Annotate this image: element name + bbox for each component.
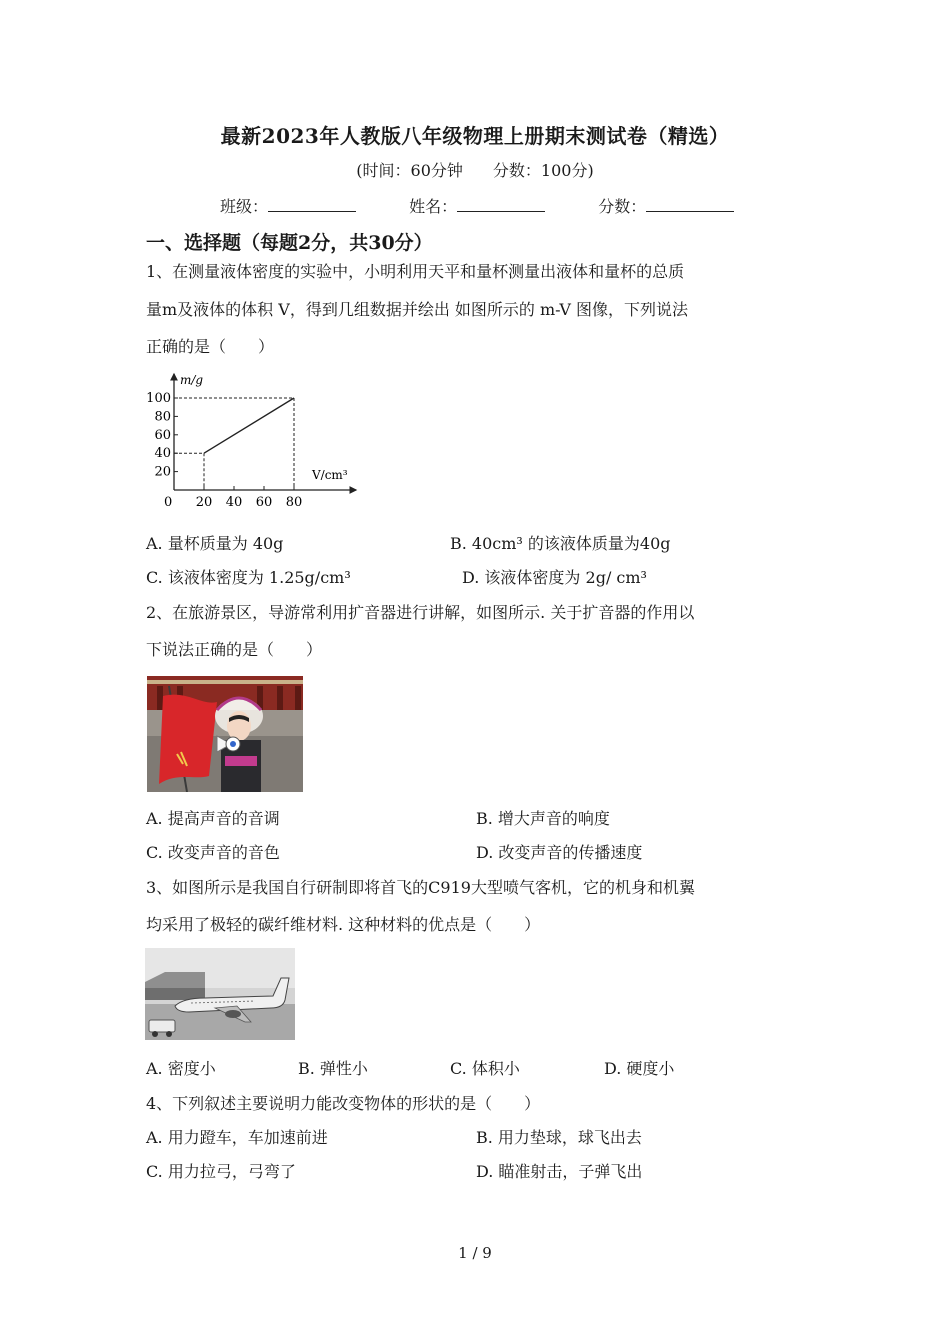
q2-option-d[interactable]: D. 改变声音的传播速度 [476,843,643,862]
exam-title: 最新2023年人教版八年级物理上册期末测试卷（精选） [220,124,730,148]
q2-line2: 下说法正确的是（ ） [146,640,323,659]
tour-guide-photo [147,676,303,792]
name-blank[interactable] [457,197,545,212]
x-tick-label: 20 [195,495,213,510]
class-field [220,194,356,217]
section-title: 一、选择题（每题2分，共30分） [146,232,433,254]
q4-option-d[interactable]: D. 瞄准射击，子弹飞出 [476,1162,643,1181]
score-blank[interactable] [646,197,734,212]
q2-option-c[interactable]: C. 改变声音的音色 [146,843,280,862]
q3-option-c[interactable]: C. 体积小 [450,1059,520,1078]
class-blank[interactable] [268,197,356,212]
exam-subtitle [0,158,950,181]
q1-option-d[interactable]: D. 该液体密度为 2g/ cm³ [462,568,647,587]
q3-line2: 均采用了极轻的碳纤维材料. 这种材料的优点是（ ） [146,915,541,934]
y-tick-label: 100 [146,391,171,406]
q2-option-b[interactable]: B. 增大声音的响度 [476,809,610,828]
student-info-row [220,194,782,217]
mv-chart [146,366,366,516]
name-field [409,194,545,217]
series-layer [204,398,294,453]
y-tick-label: 20 [154,464,171,480]
x-tick-label: 80 [285,495,303,510]
q2-line1: 2、在旅游景区，导游常利用扩音器进行讲解，如图所示. 关于扩音器的作用以 [146,603,695,622]
y-axis-label: m/g [180,373,204,387]
time-text: (时间：60分钟 [356,161,463,180]
q2-option-a[interactable]: A. 提高声音的音调 [146,809,280,828]
q4-line1: 4、下列叙述主要说明力能改变物体的形状的是（ ） [146,1094,541,1113]
q1-line3: 正确的是（ ） [146,337,275,356]
x-axis-label: V/cm³ [312,468,348,482]
c919-airplane-photo [145,948,295,1040]
class-label: 班级： [220,197,269,216]
q3-line1: 3、如图所示是我国自行研制即将首飞的C919大型喷气客机，它的机身和机翼 [146,878,695,897]
q1-option-a[interactable]: A. 量杯质量为 40g [146,534,284,553]
q4-option-c[interactable]: C. 用力拉弓，弓弯了 [146,1162,296,1181]
guides-layer [174,398,294,490]
y-tick-label: 80 [154,409,171,425]
q3-option-a[interactable]: A. 密度小 [146,1059,216,1078]
ticks-layer [146,391,302,510]
q1-line2: 量m及液体的体积 V，得到几组数据并绘出 如图所示的 m-V 图像，下列说法 [146,300,689,319]
q1-line1: 1、在测量液体密度的实验中，小明利用天平和量杯测量出液体和量杯的总质 [146,262,685,281]
x-tick-label: 60 [255,495,273,510]
q1-option-b[interactable]: B. 40cm³ 的该液体质量为40g [450,534,671,553]
page-number: 1 / 9 [458,1244,492,1262]
score-label: 分数： [598,197,647,216]
score-field [598,194,734,217]
y-tick-label: 40 [154,446,171,462]
q4-option-a[interactable]: A. 用力蹬车，车加速前进 [146,1128,328,1147]
y-tick-label: 60 [154,427,171,443]
total-score-text: 分数：100分) [492,161,594,180]
q3-option-d[interactable]: D. 硬度小 [604,1059,675,1078]
series-line [204,398,294,453]
name-label: 姓名： [409,197,458,216]
q4-option-b[interactable]: B. 用力垫球，球飞出去 [476,1128,642,1147]
q1-option-c[interactable]: C. 该液体密度为 1.25g/cm³ [146,568,351,587]
origin-label: 0 [164,495,173,510]
x-tick-label: 40 [225,495,243,510]
q3-option-b[interactable]: B. 弹性小 [298,1059,368,1078]
